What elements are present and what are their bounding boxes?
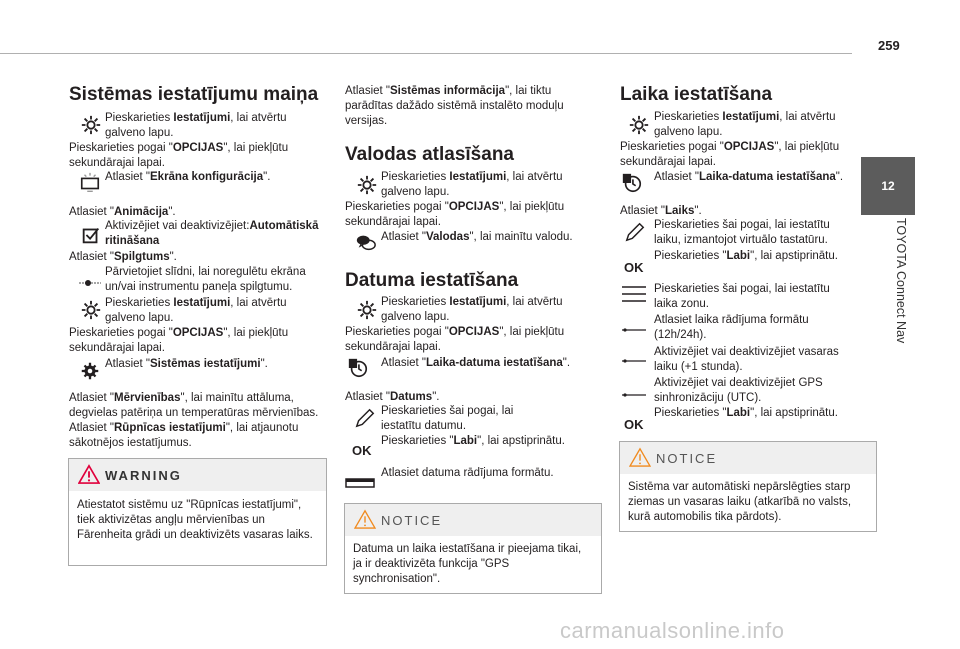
- step-text: Pieskarieties Iestatījumi, lai atvērtu galveno lapu.: [105, 297, 287, 324]
- ok-icon: OK: [624, 417, 644, 432]
- warning-title: WARNING: [105, 468, 182, 483]
- screen-brightness-icon: [78, 172, 102, 194]
- step-text: Aktivizējiet vai deaktivizējiet vasaras laiku (+1 stunda).: [654, 346, 839, 373]
- pencil-icon: [624, 221, 646, 243]
- dst-toggle-icon: [621, 352, 647, 360]
- clock-calendar-icon: [346, 357, 370, 379]
- step-text: Atlasiet "Sistēmas informācija", lai tiktu parādītas dažādo sistēmā instalēto moduļu versijas.: [345, 85, 564, 127]
- step-text: Atlasiet "Sistēmas iestatījumi".: [105, 358, 268, 370]
- checkbox-icon: [80, 224, 102, 246]
- section-title-system-settings: Sistēmas iestatījumu maiņa: [69, 84, 319, 105]
- watermark: carmanualsonline.info: [560, 618, 785, 643]
- step-text: Pieskarieties pogai "OPCIJAS", lai piekļūtu sekundārajai lapai.: [69, 142, 289, 169]
- warning-text: Atiestatot sistēmu uz "Rūpnīcas iestatījumi", tiek aktivizētas angļu mērvienības un Fārenheita grādi un deaktivizēts vasaras laiks.: [77, 499, 313, 541]
- step-text: Atlasiet "Laiks".: [620, 205, 702, 217]
- system-gears-icon: [78, 360, 102, 382]
- step-text: Atlasiet "Mērvienības", lai mainītu attāluma, degvielas patēriņa un temperatūras mērvienības.: [69, 392, 319, 419]
- section-title-language: Valodas atlasīšana: [345, 144, 514, 165]
- notice-triangle-icon: [629, 447, 651, 467]
- gps-toggle-icon: [621, 386, 647, 394]
- step-text: Atlasiet "Laika-datuma iestatīšana".: [654, 171, 844, 183]
- gear-icon: [356, 174, 378, 196]
- header-rule: [0, 53, 852, 54]
- step-text: Pieskarieties šai pogai, lai iestatītu datumu.: [381, 405, 514, 432]
- language-bubble-icon: [354, 232, 378, 254]
- step-text: Atlasiet "Laika-datuma iestatīšana".: [381, 357, 571, 369]
- step-text: Pieskarieties Iestatījumi, lai atvērtu galveno lapu.: [381, 171, 563, 198]
- gear-icon: [628, 114, 650, 136]
- step-text: Atlasiet "Datums".: [345, 391, 440, 403]
- format-toggle-icon: [621, 321, 647, 329]
- step-text: Pieskarieties pogai "OPCIJAS", lai piekļūtu sekundārajai lapai.: [620, 141, 840, 168]
- step-text: Aktivizējiet vai deaktivizējiet:Automātiskā ritināšana: [105, 220, 319, 247]
- notice-box: [619, 441, 877, 532]
- ok-icon: OK: [352, 443, 372, 458]
- chapter-tab[interactable]: 12: [861, 157, 915, 215]
- step-text: Pieskarieties "Labi", lai apstiprinātu.: [654, 250, 838, 262]
- step-text: Pieskarieties pogai "OPCIJAS", lai piekļūtu sekundārajai lapai.: [345, 201, 565, 228]
- notice-text: Sistēma var automātiski nepārslēgties starp ziemas un vasaras laiku (atkarībā no valsts, kurā automobilis tika pārdots).: [628, 481, 852, 523]
- pencil-icon: [354, 407, 376, 429]
- menu-list-icon: [621, 284, 647, 304]
- chapter-label: TOYOTA Connect Nav: [894, 218, 908, 344]
- step-text: Atlasiet "Valodas", lai mainītu valodu.: [381, 231, 573, 243]
- step-text: Pieskarieties šai pogai, lai iestatītu laika zonu.: [654, 283, 830, 310]
- notice-title: NOTICE: [381, 513, 443, 528]
- warning-box: [68, 458, 327, 566]
- step-text: Atlasiet laika rādījuma formātu (12h/24h).: [654, 314, 809, 341]
- step-text: Pieskarieties pogai "OPCIJAS", lai piekļūtu sekundārajai lapai.: [345, 326, 565, 353]
- step-text: Atlasiet "Ekrāna konfigurācija".: [105, 171, 271, 183]
- notice-box: [344, 503, 602, 594]
- section-title-date: Datuma iestatīšana: [345, 270, 519, 291]
- page-number: 259: [878, 38, 900, 53]
- gear-icon: [356, 299, 378, 321]
- format-bar-icon: [345, 476, 375, 488]
- gear-icon: [80, 299, 102, 321]
- section-title-time: Laika iestatīšana: [620, 84, 773, 105]
- step-text: Aktivizējiet vai deaktivizējiet GPS sinhronizāciju (UTC).: [654, 377, 823, 404]
- step-text: Pārvietojiet slīdni, lai noregulētu ekrāna un/vai instrumentu paneļa spilgtumu.: [105, 266, 306, 293]
- ok-icon: OK: [624, 260, 644, 275]
- step-text: Atlasiet datuma rādījuma formātu.: [381, 467, 554, 479]
- step-text: Pieskarieties šai pogai, lai iestatītu laiku, izmantojot virtuālo tastatūru.: [654, 219, 830, 246]
- step-text: Pieskarieties "Labi", lai apstiprinātu.: [381, 435, 565, 447]
- step-text: Pieskarieties Iestatījumi, lai atvērtu galveno lapu.: [105, 112, 287, 139]
- notice-title: NOTICE: [656, 451, 718, 466]
- step-text: Pieskarieties Iestatījumi, lai atvērtu galveno lapu.: [381, 296, 563, 323]
- step-text: Pieskarieties "Labi", lai apstiprinātu.: [654, 407, 838, 419]
- step-text: Atlasiet "Rūpnīcas iestatījumi", lai atjaunotu sākotnējos iestatījumus.: [69, 422, 299, 449]
- step-text: Pieskarieties pogai "OPCIJAS", lai piekļūtu sekundārajai lapai.: [69, 327, 289, 354]
- step-text: Pieskarieties Iestatījumi, lai atvērtu galveno lapu.: [654, 111, 836, 138]
- notice-text: Datuma un laika iestatīšana ir pieejama tikai, ja ir deaktivizēta funkcija "GPS synchronisation".: [353, 543, 582, 585]
- notice-triangle-icon: [354, 509, 376, 529]
- clock-calendar-icon: [620, 172, 644, 194]
- gear-icon: [80, 114, 102, 136]
- slider-icon: [78, 276, 102, 290]
- step-text: Atlasiet "Animācija".: [69, 206, 176, 218]
- warning-triangle-icon: [78, 464, 100, 484]
- step-text: Atlasiet "Spilgtums".: [69, 251, 177, 263]
